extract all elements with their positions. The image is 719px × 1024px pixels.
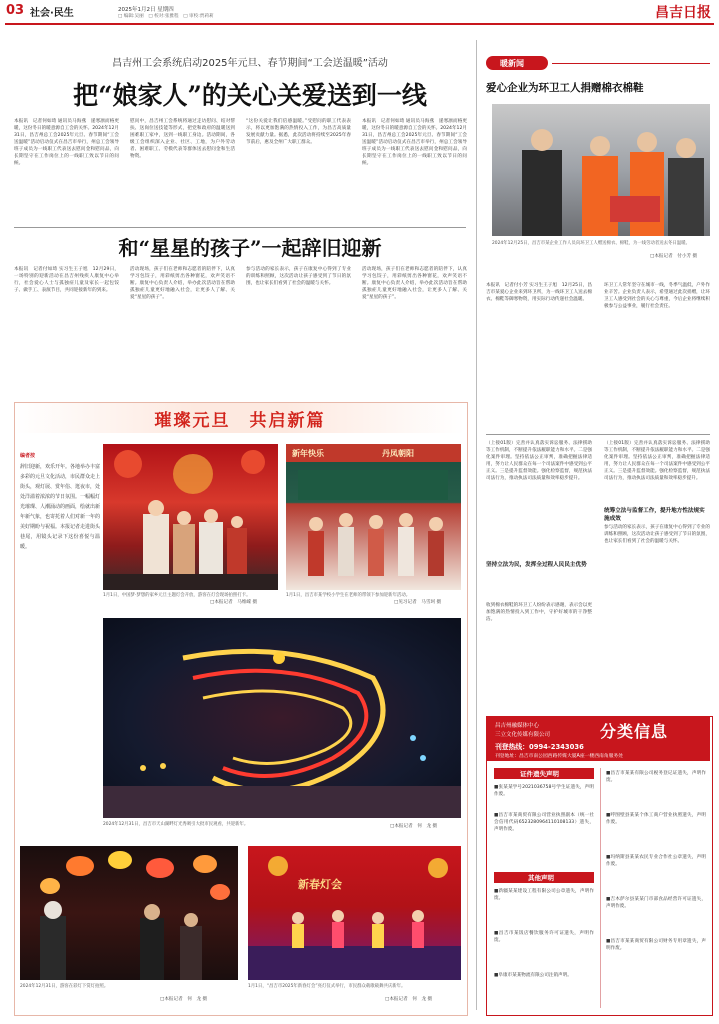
classified-publisher: 昌吉州融媒体中心: [495, 723, 540, 729]
photo-school-kids: [286, 444, 461, 590]
section-name: 社会·民生: [30, 8, 74, 19]
caption-photo-5: 1月1日，“昌吉市2025年新春灯会”亮灯仪式举行，市民群众载歌载舞共庆新年。: [248, 984, 406, 989]
notice-lost-1: ■张某某学号2021036758号学生证遗失，声明作废。: [494, 785, 594, 797]
lead-headline: 把“娘家人”的关心关爱送到一线: [73, 81, 427, 110]
notice-col2-5: ■昌吉市某某商贸有限公司财务专用章遗失，声明作废。: [606, 939, 706, 951]
photo5-stage-banner: 新春灯会: [298, 878, 342, 891]
photo-lantern-family: [103, 444, 278, 590]
right-text-col-1: （上接01版）完善并认真落实诉讼服务、法律援助等工作机制，不断提升依法履职能力和水平。二是强化案件审理。坚持依法公正审判，准确把握法律适用，努力让人民群众在每一个司法案件中感受到公平正义。三是提升监督效能。强化检察监督，规范执法司法行为，推动执法司法质量和效率稳步提升。: [486, 441, 592, 481]
editor-line: □ 编辑:吴丽 □ 校对:张雅程 □ 审校:贾莉莉: [118, 14, 214, 19]
right-subhead-1: 统筹立法与监督工作，提升地方性法规实施成效: [604, 508, 705, 522]
caption-photo-3: 2024年12月31日，昌吉市天山湖畔灯光秀吸引大批市民观看，共迎新年。: [103, 822, 249, 827]
caption-photo-4: 2024年12月31日，游客在彩灯下赏灯拍照。: [20, 984, 109, 989]
sidebar-caption: 2024年12月25日，昌吉市某企业工作人员向环卫工人赠送棉衣、棉鞋，为一线劳动者送去冬日温暖。: [492, 241, 690, 246]
credit-photo-1: □本报记者 马维嵘 摄: [210, 600, 258, 605]
lead-col-3: “这份关爱让我们倍感温暖。”受慰问的职工代表表示，将以更加饱满的热情投入工作，为昌吉高质量发展贡献力量。据悉，此次活动将持续至2025年春节前后，惠及全州广大职工群众。: [246, 119, 351, 145]
notice-col2-1: ■昌吉市某某有限公司税务登记证遗失，声明作废。: [606, 771, 706, 783]
notice-col2-4: ■吉木萨尔县某某门市部食品经营许可证遗失，声明作废。: [606, 897, 706, 909]
classified-col-divider: [600, 768, 601, 1008]
second-col-1: 本报讯 记者付如琦 实习生王子旭 12月29日，一场特别的迎新活动在昌吉州残疾人康复中心举行，社会爱心人士与孤独症儿童及家长一起包饺子、做手工、表演节目，共同迎接新年的到来。: [14, 267, 119, 293]
editor-note-label: 编者按: [20, 453, 36, 459]
photo-stage-dance: [248, 846, 461, 980]
sidebar-col-1: 本报讯 记者付小芳 实习生王子旭 12月25日，昌吉市某爱心企业来到环卫所，为一线环卫工人送去棉衣、棉鞋等御寒物资，用实际行动传递社会温暖。: [486, 283, 592, 302]
second-col-4: 活动现场，孩子们在老师和志愿者的陪伴下，认真学习包饺子，用彩纸剪出各种窗花，欢声笑语不断。康复中心负责人介绍，举办此次活动旨在帮助孤独症儿童更好地融入社会，让更多人了解、关爱“星星的孩子”。: [362, 267, 467, 300]
paper-logo: 昌吉日报: [655, 5, 711, 21]
sidebar-col-2: 环卫工人常年坚守在城市一线，冬季气温低，户外作业辛苦。企业负责人表示，希望通过此次捐赠，让环卫工人感受到社会的关心与尊重，今后企业将继续积极参与公益事业，履行社会责任。: [604, 283, 710, 309]
photo-sanitation-workers: [492, 104, 710, 236]
divider-right: [486, 434, 710, 435]
sidebar-divider: [476, 40, 477, 1010]
classified-address: 刊登地址：昌吉市南公园西路传媒大厦A座一楼西南角服务处: [495, 754, 624, 759]
photo2-sign-2: 丹凤朝阳: [382, 449, 414, 458]
photo2-sign-1: 新年快乐: [292, 449, 324, 458]
issue-date: 2025年1月2日 星期四: [118, 7, 174, 13]
notice-other-3: ■阜康市某某物流有限公司注销声明。: [494, 973, 572, 978]
lead-col-4: 本报讯 记者何如琦 通讯员马海燕 递寒凛而格更暖，这份冬日的暖意源自工会的关怀。2024年12月31日，昌吉州总工会2025年元旦、春节期间“工会送温暖”活动启动仪式在昌吉市举行，州总工会领导班子成员为一线职工代表送去慰问金和慰问品，向长期坚守在工作岗位上的一线职工致以节日的问候。: [362, 119, 467, 166]
photo-light-show: [103, 618, 461, 818]
right-text-col-2: （上接01版）完善并认真落实诉讼服务、法律援助等工作机制，不断提升依法履职能力和水平。二是强化案件审理。坚持依法公正审判，准确把握法律适用，努力让人民群众在每一个司法案件中感受到公平正义。三是提升监督效能。强化检察监督，规范执法司法行为，推动执法司法质量和效率稳步提升。: [604, 441, 710, 481]
credit-photo-4: □本报记者 何 龙 摄: [160, 997, 208, 1002]
editor-note: 辞旧迎新，欢乐开年。各地举办丰富多彩的元旦文化活动，市民群众走上街头，观灯展、赏年俗、逛夜市，处处洋溢着浓浓的节日氛围。一幅幅灯光璀璨、人潮涌动的画面，绘就出新年新气象，也寄托着人们对新一年的美好期盼与祝福。本报记者走进街头巷尾，用镜头记录下这份喜悦与温暖。: [20, 464, 100, 550]
lost-section-title: 证件遗失声明: [520, 770, 559, 778]
other-section-title: 其他声明: [528, 874, 554, 882]
divider-1: [14, 227, 466, 228]
notice-other-1: ■新疆某某建设工程有限公司公章遗失，声明作废。: [494, 889, 594, 901]
classified-title: 分类信息: [600, 722, 669, 741]
caption-photo-1: 1月1日，中国梦·梦想的家乡元旦主题灯会开放，游客在灯会现场拍照打卡。: [103, 593, 251, 598]
second-col-2: 活动现场，孩子们在老师和志愿者的陪伴下，认真学习包饺子，用彩纸剪出各种窗花，欢声笑语不断。康复中心负责人介绍，举办此次活动旨在帮助孤独症儿童更好地融入社会，让更多人了解、关爱“星星的孩子”。: [130, 267, 235, 300]
sidebar-headline: 爱心企业为环卫工人捐赠棉衣棉鞋: [486, 82, 644, 94]
classified-phone: 刊登热线：0994-2343036: [495, 743, 584, 751]
masthead-rule: [5, 23, 714, 25]
sidebar-label: 暖新闻: [500, 59, 524, 68]
feature-title: 璀璨元旦 共启新篇: [154, 411, 326, 431]
page-number: 03: [6, 3, 25, 18]
right-text-col-1b: 收到棉衣棉鞋的环卫工人纷纷表示感谢，表示会以更加饱满的热情投入到工作中，守护好城市的干净整洁。: [486, 603, 592, 622]
notice-col2-3: ■玛纳斯县某某农民专业合作社公章遗失，声明作废。: [606, 855, 706, 867]
sidebar-credit: □本报记者 付小芳 摄: [650, 254, 698, 259]
second-headline: 和“星星的孩子”一起辞旧迎新: [118, 236, 382, 260]
lead-kicker: 昌吉州工会系统启动2025年元旦、春节期间“工会送温暖”活动: [112, 58, 388, 69]
right-text-col-2b: 参与活动的家长表示，孩子在康复中心得到了专业的训练和照顾，这次活动让孩子感受到了节日的氛围，也让家长们看到了社会的温暖与关怀。: [604, 525, 710, 544]
lead-col-2: 慰问中，昌吉州工会系统将通过走访慰问、结对帮扶、送岗位送技能等形式，把党和政府的温暖送到困难职工家中，送到一线职工身边。活动期间，各级工会组织深入企业、社区、工地，为户外劳动者、困难职工、劳模代表等群体送去慰问金和生活物资。: [130, 119, 235, 159]
credit-photo-2: □见习记者 马雪珂 摄: [394, 600, 442, 605]
caption-photo-2: 1月1日，昌吉市某学校小学生在老师的带领下参加迎新年活动。: [286, 593, 411, 598]
classified-office: 三立文化传媒有限公司: [495, 732, 551, 738]
second-col-3: 参与活动的家长表示，孩子在康复中心得到了专业的训练和照顾，这次活动让孩子感受到了节日的氛围，也让家长们看到了社会的温暖与关怀。: [246, 267, 351, 286]
right-subhead-2: 坚持立法为民，发挥全过程人民民主优势: [486, 562, 587, 568]
notice-col2-2: ■呼图壁县某某个体工商户营业执照遗失，声明作废。: [606, 813, 706, 825]
notice-other-2: ■昌吉市某饭店餐饮服务许可证遗失，声明作废。: [494, 931, 594, 943]
credit-photo-5: □本报记者 何 龙 摄: [385, 997, 433, 1002]
credit-photo-3: □本报记者 何 龙 摄: [390, 824, 438, 829]
notice-lost-2: ■昌吉市某商贸有限公司营业执照副本（统一社会信用代码6523280964110108133）遗失，声明作废。: [494, 813, 594, 832]
photo-lantern-night: [20, 846, 238, 980]
sidebar-rule: [552, 63, 710, 64]
lead-col-1: 本报讯 记者何如琦 通讯员马海燕 递寒凛而格更暖，这份冬日的暖意源自工会的关怀。2024年12月31日，昌吉州总工会2025年元旦、春节期间“工会送温暖”活动启动仪式在昌吉市举行，州总工会领导班子成员为一线职工代表送去慰问金和慰问品，向长期坚守在工作岗位上的一线职工致以节日的问候。: [14, 119, 119, 166]
